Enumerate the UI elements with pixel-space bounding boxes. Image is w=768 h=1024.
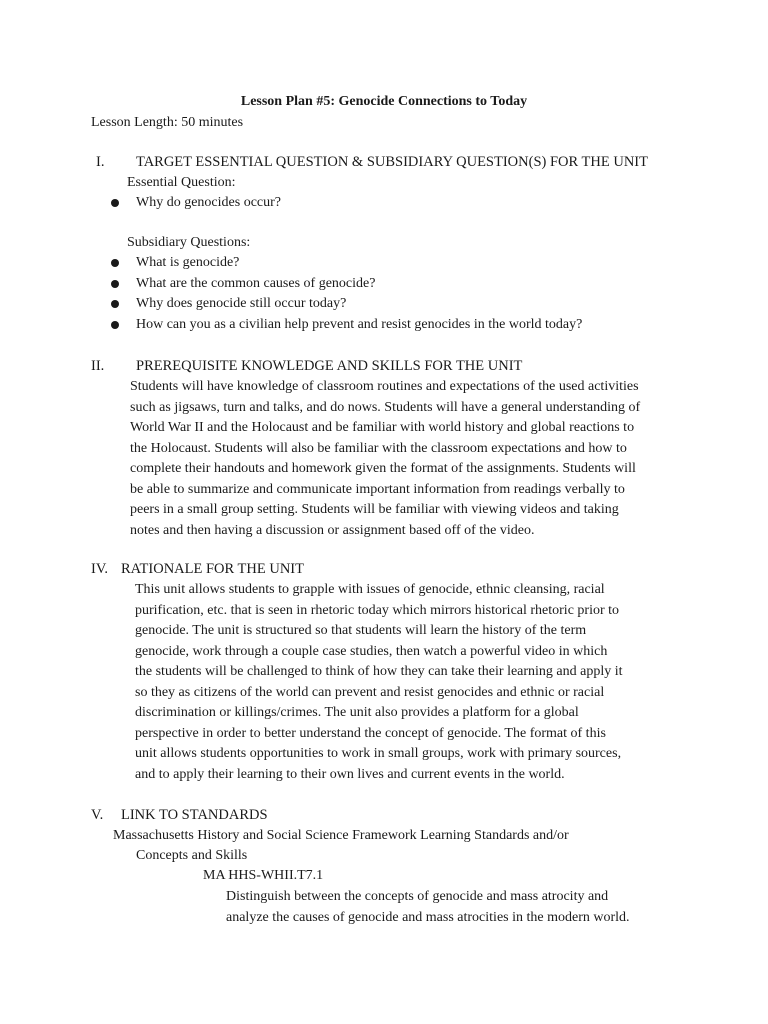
standard-description: Distinguish between the concepts of genocide and mass atrocity and analyze the causes of genocide and mass atrocities in the modern world. [226,889,630,925]
list-item: What is genocide? [111,253,582,274]
essential-question-list [111,193,281,214]
section-1-title: TARGET ESSENTIAL QUESTION & SUBSIDIARY QUESTION(S) FOR THE UNIT [136,154,648,170]
subsidiary-question-list [111,253,582,335]
framework-line-2: Concepts and Skills [136,848,248,863]
section-5-title: LINK TO STANDARDS [121,807,268,823]
list-item: How can you as a civilian help prevent and resist genocides in the world today? [111,315,582,336]
framework-line-1: Massachusetts History and Social Science Framework Learning Standards and/or [113,828,569,843]
list-item: Why does genocide still occur today? [111,294,582,315]
lesson-length: Lesson Length: 50 minutes [91,115,244,130]
section-4-numeral: IV. [91,561,109,577]
section-2-numeral: II. [91,358,105,374]
rationale-paragraph: This unit allows students to grapple with issues of genocide, ethnic cleansing, racial purification, etc. that is seen in rhetoric today which mirrors historical rhetoric prior to genocide. The unit is structured so that students will learn the history of the term genocide, work through a couple case studies, then watch a powerful video in which the students will be challenged to think of how they can take their learning and apply it so they as citizens of the world can prevent and resist genocides and ethnic or racial discrimination or killings/crimes. The unit also provides a platform for a global perspective in order to better understand the concept of genocide. The format of this unit allows students opportunities to work in small groups, work with primary sources, and to apply their learning to their own lives and current events in the world. [135,582,623,782]
bullet-icon [111,259,119,267]
list-item: What are the common causes of genocide? [111,274,582,295]
standard-code: MA HHS-WHII.T7.1 [203,868,324,883]
section-1-numeral: I. [96,154,105,170]
section-2-title: PREREQUISITE KNOWLEDGE AND SKILLS FOR THE UNIT [136,358,523,374]
bullet-icon [111,280,119,288]
bullet-icon [111,199,119,207]
bullet-icon [111,300,119,308]
page-title: Lesson Plan #5: Genocide Connections to Today [240,94,528,109]
section-4-title: RATIONALE FOR THE UNIT [121,561,304,577]
section-5-numeral: V. [91,807,104,823]
bullet-icon [111,321,119,329]
subsidiary-questions-label: Subsidiary Questions: [127,235,251,250]
essential-question-label: Essential Question: [127,175,236,190]
list-item: Why do genocides occur? [111,193,281,214]
prerequisite-paragraph: Students will have knowledge of classroom routines and expectations of the used activities such as jigsaws, turn and talks, and do nows. Students will have a general understanding of World War II and the Holocaust and be familiar with world history and global reactions to the Holocaust. Students will also be familiar with the classroom expectations and how to complete their handouts and homework given the format of the assignments. Students will be able to summarize and communicate important information from readings verbally to peers in a small group setting. Students will be familiar with viewing videos and taking notes and then having a discussion or assignment based off of the video. [130,379,641,538]
